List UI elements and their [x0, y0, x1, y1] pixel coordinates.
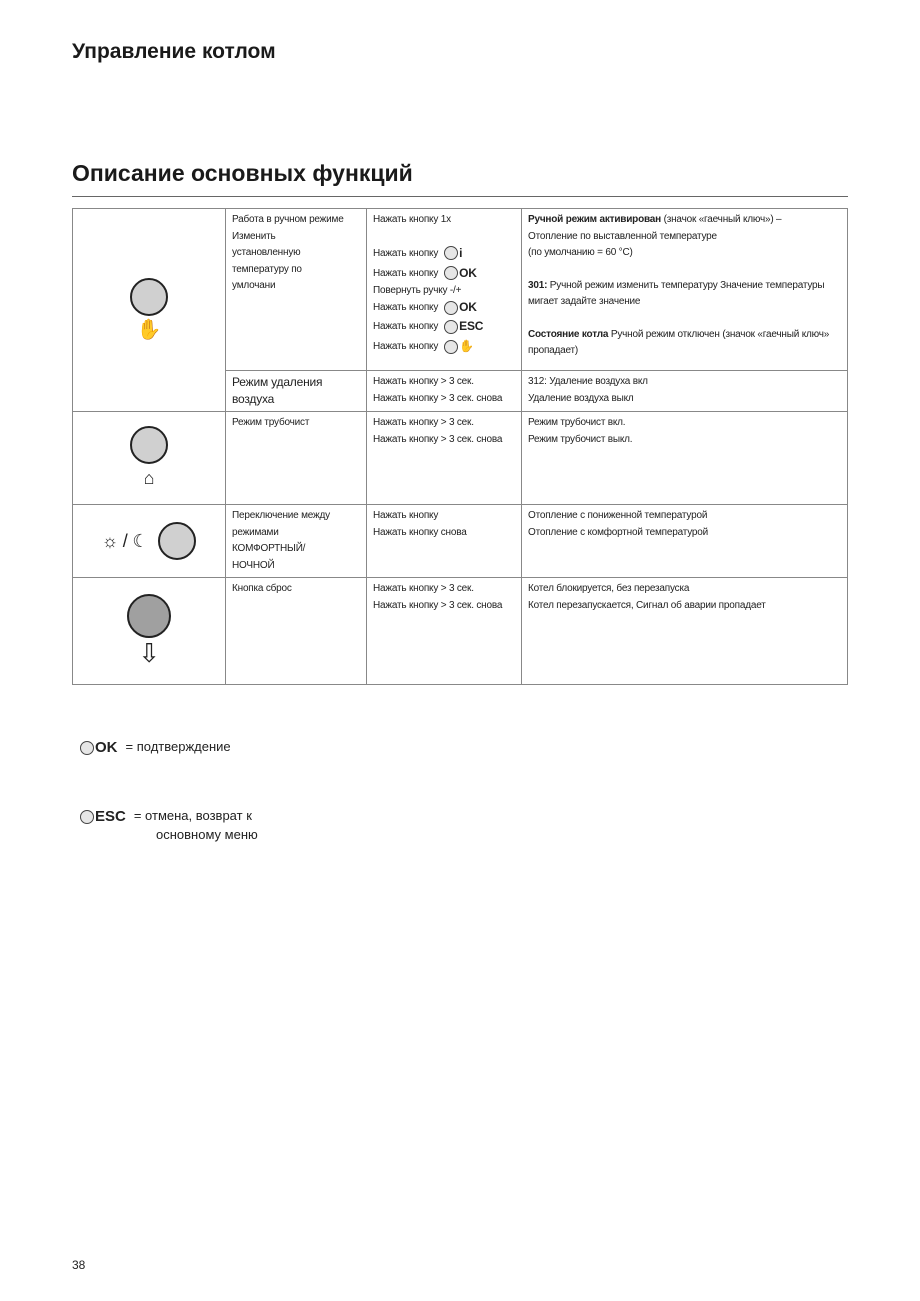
comfort-night-button-icon: [73, 505, 226, 578]
text: Нажать кнопку 1x: [373, 214, 451, 225]
page-number: 38: [72, 1258, 86, 1272]
function-cell: [226, 371, 367, 412]
text: Нажать кнопку > 3 сек.: [373, 417, 474, 428]
text: Нажать кнопку снова: [373, 526, 467, 538]
action-cell: [367, 209, 522, 371]
action-cell: [367, 505, 522, 578]
ok-key-icon: OK: [444, 299, 477, 316]
text: (значок «гаечный ключ») –: [661, 214, 782, 225]
text: температуру по: [232, 263, 302, 275]
page-title: Описание основных функций: [72, 160, 413, 186]
function-cell: [226, 578, 367, 685]
action-cell: [367, 371, 522, 412]
text: Кнопка сброс: [232, 583, 292, 594]
text: Нажать кнопку > 3 сек. снова: [373, 433, 503, 445]
text: Нажать кнопку > 3 сек. снова: [373, 599, 503, 611]
text: Ручной режим отключен (значок «гаечный ключ» пропадает): [528, 328, 830, 356]
ok-key-icon: OK: [444, 265, 477, 282]
legend-ok: [80, 738, 231, 757]
text: 301:: [528, 279, 548, 291]
text: КОМФОРТНЫЙ/: [232, 543, 306, 554]
table-row: [73, 209, 848, 371]
action-cell: [367, 412, 522, 505]
text: Ручной режим активирован: [528, 214, 662, 225]
text: Ручной режим изменить температуру Значение температуры мигает задайте значение: [528, 279, 825, 307]
result-cell: [522, 412, 848, 505]
text: = подтверждение: [125, 739, 231, 754]
text: Нажать кнопку: [373, 510, 439, 521]
text: Отопление по выставленной температуре: [528, 230, 717, 242]
text: умлочани: [232, 280, 276, 291]
text: Нажать кнопку > 3 сек. снова: [373, 392, 503, 404]
text: (по умолчанию = 60 °C): [528, 247, 633, 258]
text: = отмена, возврат к: [133, 808, 252, 823]
text: основному меню: [156, 826, 258, 842]
text: Нажать кнопку > 3 сек.: [373, 376, 474, 387]
table-row: [73, 412, 848, 505]
text: Режим трубочист выкл.: [528, 433, 633, 445]
manual-mode-button-icon: ✋: [73, 209, 226, 412]
text: Работа в ручном режиме: [232, 214, 344, 225]
text: Нажать кнопку > 3 сек.: [373, 583, 474, 594]
result-cell: [522, 578, 848, 685]
text: Удаление воздуха выкл: [528, 392, 634, 404]
functions-table: [72, 208, 848, 685]
result-cell: [522, 371, 848, 412]
chimney-sweep-button-icon: ⌂: [73, 412, 226, 505]
legend-esc: [80, 807, 258, 844]
text: Повернуть ручку -/+: [373, 284, 462, 296]
text: воздуха: [232, 392, 275, 406]
text: Котел блокируется, без перезапуска: [528, 583, 690, 594]
esc-key-icon: ESC: [444, 318, 483, 335]
esc-key-icon: ESC: [80, 808, 126, 826]
result-cell: [522, 505, 848, 578]
text: установленную: [232, 247, 301, 258]
function-cell: [226, 412, 367, 505]
info-key-icon: i: [444, 245, 462, 262]
text: Котел перезапускается, Сигнал об аварии пропадает: [528, 599, 766, 611]
text: Отопление с пониженной температурой: [528, 510, 708, 521]
ok-key-icon: OK: [80, 739, 118, 757]
section-title: Управление котлом: [72, 40, 276, 63]
function-cell: [226, 209, 367, 371]
text: Режим трубочист вкл.: [528, 417, 626, 428]
table-row: [73, 505, 848, 578]
text: Нажать кнопку: [373, 301, 439, 313]
reset-button-icon: ⇩: [73, 578, 226, 685]
text: Нажать кнопку: [373, 340, 439, 352]
table-row: [73, 578, 848, 685]
manual-key-icon: ✋: [444, 338, 474, 355]
action-cell: [367, 578, 522, 685]
text: Изменить: [232, 230, 276, 242]
text: Переключение между: [232, 510, 330, 521]
text: Состояние котла: [528, 328, 609, 340]
text: Нажать кнопку: [373, 267, 439, 279]
text: Отопление с комфортной температурой: [528, 526, 709, 538]
text: НОЧНОЙ: [232, 559, 275, 571]
text: 312: Удаление воздуха вкл: [528, 376, 648, 387]
text: режимами: [232, 526, 279, 538]
text: Нажать кнопку: [373, 320, 439, 332]
function-cell: [226, 505, 367, 578]
text: Режим трубочист: [232, 417, 310, 428]
text: Нажать кнопку: [373, 247, 439, 259]
sun-moon-icon: ☼ / ☾: [101, 530, 149, 551]
result-cell: [522, 209, 848, 371]
divider: [72, 196, 848, 197]
text: Режим удаления: [232, 375, 323, 389]
